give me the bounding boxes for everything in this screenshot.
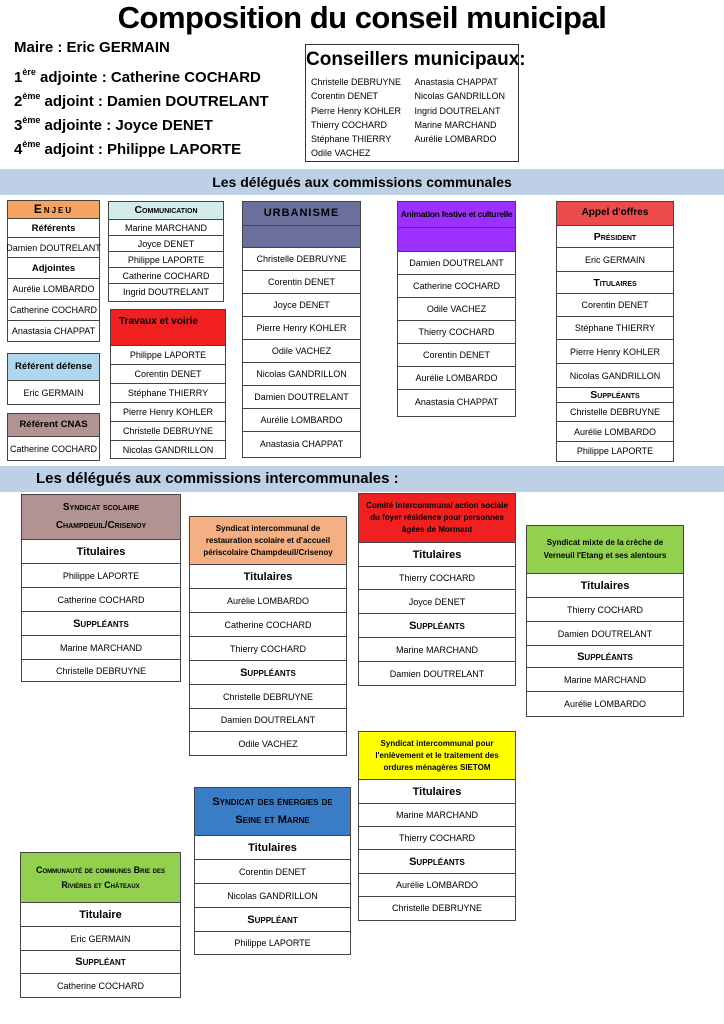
member-name: Corentin DENET: [243, 271, 360, 294]
deputy-2-line: [14, 84, 269, 108]
deputy-rank-suffix: ère: [22, 67, 36, 77]
deputy-rank-suffix: ème: [22, 139, 41, 149]
section-label: Titulaires: [190, 565, 346, 589]
section-label: Titulaires: [527, 574, 683, 598]
member-name: Eric GERMAIN: [557, 248, 673, 272]
member-name: Joyce DENET: [243, 294, 360, 317]
member-name: Stéphane THIERRY: [111, 384, 225, 403]
member-name: Aurélie LOMBARDO: [557, 422, 673, 442]
member-name: Damien DOUTRELANT: [243, 386, 360, 409]
conseiller-name: Odile VACHEZ: [311, 148, 371, 159]
section-label: Suppléants: [359, 850, 515, 874]
box-communication: [108, 201, 224, 302]
animation-color-strip: [398, 228, 515, 252]
member-name: Odile VACHEZ: [243, 340, 360, 363]
member-name: Thierry COCHARD: [398, 321, 515, 344]
member-name: Nicolas GANDRILLON: [122, 444, 214, 455]
member-name: Catherine COCHARD: [109, 268, 223, 284]
box-title: Référent CNAS: [8, 414, 99, 437]
box-referent-defense: [7, 353, 100, 405]
member-name: Damien DOUTRELANT: [190, 709, 346, 732]
box-title: Appel d'offres: [557, 202, 673, 226]
member-name: Thierry COCHARD: [359, 567, 515, 590]
member-name: Aurélie LOMBARDO: [398, 367, 515, 390]
deputy-4-line: [14, 132, 269, 156]
page-title: Composition du conseil municipal: [117, 0, 607, 35]
member-name: Corentin DENET: [195, 860, 350, 884]
deputy-rank-suffix: ème: [22, 91, 41, 101]
member-name: Nicolas GANDRILLON: [195, 884, 350, 908]
member-name: Catherine COCHARD: [398, 275, 515, 298]
box-syndicat-energies: [194, 787, 351, 955]
deputy-rank: 2: [14, 93, 23, 110]
member-name: Christelle DEBRUYNE: [111, 422, 225, 441]
conseiller-name: Nicolas GANDRILLON: [414, 91, 506, 102]
box-enjeu: [7, 200, 100, 342]
box-syndicat-scolaire: [21, 494, 181, 682]
section-label: Président: [557, 226, 673, 248]
box-title: Communication: [109, 202, 223, 220]
deputy-text: adjointe : Joyce DENET: [40, 117, 213, 134]
member-name: Joyce DENET: [109, 236, 223, 252]
section-label: Suppléant: [195, 908, 350, 932]
member-name: Christelle DEBRUYNE: [243, 248, 360, 271]
box-animation-festive: [397, 201, 516, 417]
mayor-text: Maire : Eric GERMAIN: [14, 39, 170, 56]
member-name: Damien DOUTRELANT: [8, 238, 99, 258]
section-label: Titulaires: [22, 540, 180, 564]
member-name: Odile VACHEZ: [238, 738, 298, 749]
conseiller-name: Aurélie LOMBARDO: [414, 134, 497, 145]
member-name: Aurélie LOMBARDO: [243, 409, 360, 432]
band-communales: Les délégués aux commissions communales: [0, 169, 724, 195]
deputy-rank: 1: [14, 69, 23, 86]
box-urbanisme: [242, 201, 361, 458]
conseiller-name: Corentin DENET: [311, 91, 379, 102]
member-name: Marine MARCHAND: [527, 668, 683, 692]
mayor-line: [14, 36, 269, 60]
member-name: Philippe LAPORTE: [109, 252, 223, 268]
member-name: Damien DOUTRELANT: [398, 252, 515, 275]
member-name: Philippe LAPORTE: [576, 446, 654, 456]
box-siétom: [358, 731, 516, 921]
deputy-3-line: [14, 108, 269, 132]
band-inter-colon: :: [389, 470, 399, 487]
conseiller-name: Anastasia CHAPPAT: [414, 77, 498, 87]
box-appel-offres: [556, 201, 674, 462]
box-title: Syndicat scolaire Champdeuil/Crisenoy: [22, 495, 180, 540]
box-title: URBANISME: [243, 202, 360, 226]
box-referent-cnas: [7, 413, 100, 461]
member-name: Thierry COCHARD: [527, 598, 683, 622]
member-name: Damien DOUTRELANT: [527, 622, 683, 646]
member-name: Christelle DEBRUYNE: [55, 665, 147, 676]
section-label: Titulaires: [359, 780, 515, 804]
section-label: Titulaires: [557, 272, 673, 294]
box-title: Syndicat mixte de la crèche de Verneuil l'Etang et ses alentours: [527, 526, 683, 574]
member-name: Thierry COCHARD: [190, 637, 346, 661]
conseillers-box: [305, 44, 526, 162]
member-name: Marine MARCHAND: [109, 220, 223, 236]
member-name: Catherine COCHARD: [56, 980, 145, 991]
box-communaute-communes: [20, 852, 181, 998]
member-name: Damien DOUTRELANT: [389, 668, 485, 679]
band-intercommunales: [0, 466, 724, 492]
deputy-1-line: [14, 60, 269, 84]
section-label: Adjointes: [8, 258, 99, 279]
box-title: Référent défense: [8, 354, 99, 381]
member-name: Pierre Henry KOHLER: [557, 340, 673, 364]
member-name: Anastasia CHAPPAT: [259, 438, 344, 449]
member-name: Anastasia CHAPPAT: [414, 396, 499, 407]
member-name: Marine MARCHAND: [359, 804, 515, 827]
member-name: Philippe LAPORTE: [234, 938, 311, 948]
member-name: Philippe LAPORTE: [111, 346, 225, 365]
section-label: Référents: [8, 219, 99, 238]
box-travaux-voirie: [110, 309, 226, 459]
urbanisme-color-strip: [243, 226, 360, 248]
member-name: Nicolas GANDRILLON: [557, 364, 673, 388]
deputy-text: adjoint : Philippe LAPORTE: [40, 141, 242, 158]
section-label: Titulaire: [21, 903, 180, 927]
member-name: Eric GERMAIN: [23, 387, 84, 398]
member-name: Pierre Henry KOHLER: [111, 403, 225, 422]
deputy-text: adjoint : Damien DOUTRELANT: [40, 93, 269, 110]
section-label: Suppléants: [557, 388, 673, 403]
member-name: Nicolas GANDRILLON: [243, 363, 360, 386]
band-inter-title: Les délégués aux commissions intercommunales: [36, 470, 390, 487]
member-name: Eric GERMAIN: [21, 927, 180, 951]
section-label: Titulaires: [359, 543, 515, 567]
member-name: Ingrid DOUTRELANT: [122, 286, 210, 297]
member-name: Marine MARCHAND: [22, 636, 180, 660]
conseiller-name: Pierre Henry KOHLER: [311, 105, 402, 116]
conseillers-col-2: [415, 75, 519, 161]
deputy-rank: 4: [14, 141, 23, 158]
member-name: Aurélie LOMBARDO: [563, 699, 647, 709]
member-name: Thierry COCHARD: [359, 827, 515, 850]
member-name: Christelle DEBRUYNE: [190, 685, 346, 709]
conseillers-col-1: [311, 75, 415, 161]
member-name: Catherine COCHARD: [22, 588, 180, 612]
box-title: Comité intercommunal action sociale du foyer résidence pour personnes âgées de Mormant: [359, 494, 515, 543]
member-name: Corentin DENET: [398, 344, 515, 367]
conseiller-name: Christelle DEBRUYNE: [311, 77, 402, 87]
deputy-text: adjointe : Catherine COCHARD: [35, 69, 261, 86]
member-name: Aurélie LOMBARDO: [8, 279, 99, 300]
box-title: Syndicat intercommunal pour l'enlèvement et le traitement des ordures ménagères SIETOM: [359, 732, 515, 780]
conseiller-name: Ingrid DOUTRELANT: [414, 105, 501, 116]
conseiller-name: Stéphane THIERRY: [311, 134, 392, 145]
box-title: Travaux et voirie: [111, 310, 225, 346]
member-name: Odile VACHEZ: [398, 298, 515, 321]
member-name: Philippe LAPORTE: [22, 564, 180, 588]
section-label: Suppléants: [527, 646, 683, 668]
box-title: Communauté de communes Brie des Rivières et Châteaux: [21, 853, 180, 903]
section-label: Titulaires: [195, 836, 350, 860]
member-name: Marine MARCHAND: [359, 638, 515, 662]
section-label: Suppléants: [22, 612, 180, 636]
section-label: Suppléants: [190, 661, 346, 685]
conseiller-name: Thierry COCHARD: [311, 119, 388, 130]
box-syndicat-creche: [526, 525, 684, 717]
member-name: Christelle DEBRUYNE: [557, 403, 673, 422]
member-name: Catherine COCHARD: [9, 443, 98, 454]
box-title: Syndicat des énergies de Seine et Marne: [195, 788, 350, 836]
conseiller-name: Marine MARCHAND: [414, 119, 497, 130]
member-name: Aurélie LOMBARDO: [359, 874, 515, 897]
member-name: Aurélie LOMBARDO: [190, 589, 346, 613]
section-label: Suppléant: [21, 951, 180, 974]
member-name: Christelle DEBRUYNE: [391, 902, 483, 913]
member-name: Corentin DENET: [111, 365, 225, 384]
member-name: Joyce DENET: [359, 590, 515, 614]
deputy-rank: 3: [14, 117, 23, 134]
deputy-rank-suffix: ème: [22, 115, 41, 125]
member-name: Catherine COCHARD: [190, 613, 346, 637]
box-title: Enjeu: [8, 201, 99, 219]
member-name: Pierre Henry KOHLER: [243, 317, 360, 340]
box-title: Animation festive et culturelle: [398, 202, 515, 228]
section-label: Suppléants: [359, 614, 515, 638]
box-title: Syndicat intercommunal de restauration scolaire et d'accueil périscolaire Champdeuil/Crisenoy: [190, 517, 346, 565]
box-comite-action-sociale: [358, 493, 516, 686]
member-name: Stéphane THIERRY: [557, 317, 673, 340]
conseillers-title: Conseillers municipaux:: [306, 49, 526, 70]
officials-list: [14, 36, 269, 156]
box-syndicat-restauration: [189, 516, 347, 756]
member-name: Corentin DENET: [557, 294, 673, 317]
member-name: Anastasia CHAPPAT: [11, 326, 96, 336]
member-name: Catherine COCHARD: [8, 300, 99, 321]
